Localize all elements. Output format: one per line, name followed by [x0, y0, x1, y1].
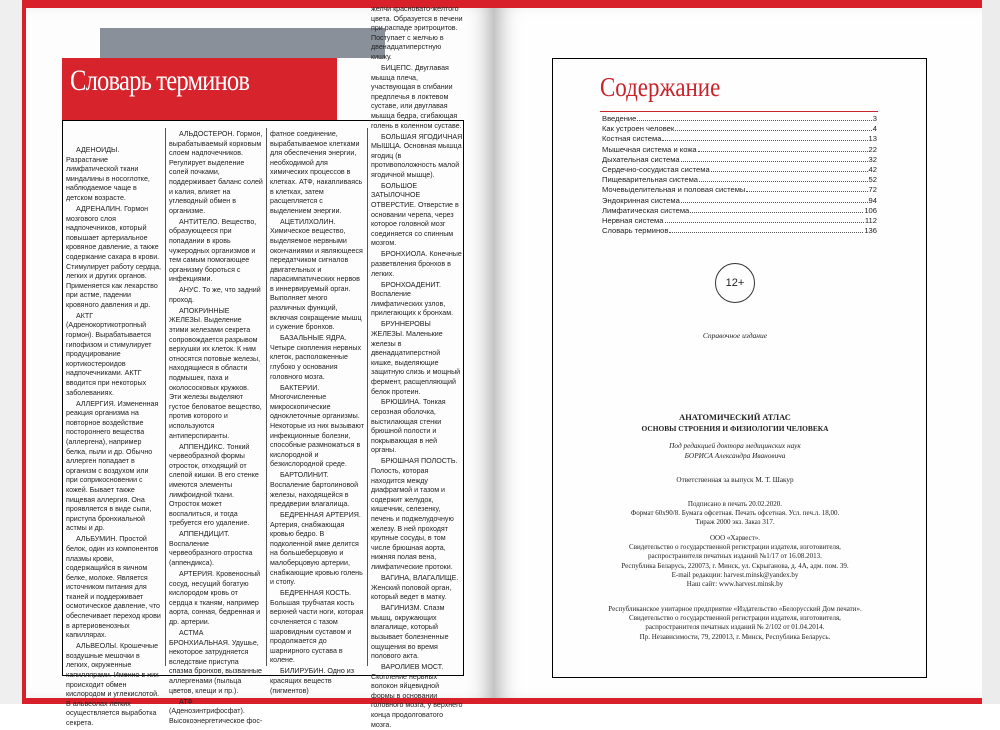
- toc-entry-page: 52: [868, 175, 877, 185]
- responsible-editor: Ответственная за выпуск М. Т. Шакур: [676, 476, 794, 484]
- glossary-column-3: [270, 130, 364, 695]
- toc-entry-title: Сердечно-сосудистая система: [602, 165, 710, 174]
- toc-entry-title: Мочевыделительная и половая системы: [602, 185, 746, 195]
- glossary-entry: БРОНХОАДЕНИТ. Воспаление лимфатических узлов, прилегающих к бронхам.: [371, 280, 454, 318]
- imprint-line: Формат 60х90/8. Бумага офсетная. Печать офсетная. Усл. печ.л. 18,00.: [630, 509, 840, 518]
- toc-entry-title: Пищеварительная система: [602, 175, 699, 185]
- toc-leader-dots: [681, 161, 868, 162]
- toc-entry: [602, 226, 877, 236]
- glossary-entry: АЛЬБУМИН. Простой белок, один из компонентов плазмы крови, содержащийся в яичном белке, молоке. Является источником питания для тканей и поддерживает осмотическое давление, что обеспечивает переход крови в артериовенозных капиллярах.: [66, 535, 161, 640]
- toc-entry-page: 3: [872, 114, 877, 123]
- imprint-line: E-mail редакции: harvest.minsk@yandex.by: [671, 570, 799, 579]
- glossary-entry: АЦЕТИЛХОЛИН. Химическое вещество, выделяемое нервными окончаниями и являющееся передатчиком сигналов двигательных и парасимпатических нервов в иннервируемый орган. Выполняет много различных функций, включая сокращение мышц и сужение бронхов.: [270, 217, 363, 332]
- toc-entry-title: Костная система: [602, 134, 662, 144]
- toc-entry: [602, 114, 877, 124]
- toc-leader-dots: [746, 191, 867, 192]
- imprint-line: Пр. Независимости, 79, 220013, г. Минск, Республика Беларусь.: [639, 632, 831, 641]
- glossary-entry: АКТГ (Адренокортикотропный гормон). Вырабатывается гипофизом и стимулирует продуцирование кортикостероидов надпочечниками. АКТГ вводится при некоторых заболеваниях.: [66, 311, 152, 397]
- printer-info: [600, 605, 870, 642]
- column-divider: [367, 128, 368, 666]
- glossary-entry: БАЗАЛЬНЫЕ ЯДРА. Четыре скопления нервных клеток, расположенные глубоко у основания головного мозга.: [270, 334, 362, 381]
- imprint-line: Свидетельство о государственной регистрации издателя, изготовителя,: [629, 543, 841, 552]
- glossary-entry: БИЛИРУБИН. Одно из красящих веществ (пигментов): [270, 667, 354, 695]
- column-divider: [165, 128, 166, 666]
- toc-leader-dots: [669, 232, 863, 233]
- cover-edge-right: [982, 0, 1000, 704]
- toc-entry-page: 106: [864, 205, 877, 215]
- toc-entry: [602, 134, 877, 144]
- imprint-line: распространителя печатных изданий № 2/102 от 01.04.2014.: [645, 623, 825, 632]
- toc-leader-dots: [662, 140, 867, 141]
- toc-entry-title: Лимфатическая система: [602, 205, 690, 215]
- toc-entry-title: Как устроен человек: [602, 124, 675, 134]
- glossary-entry: БАКТЕРИИ. Многочисленные микроскопические одноклеточные организмы. Некоторые из них вызывают инфекционные болезни, способные размножаться в кислородной и безкислородной среде.: [270, 383, 364, 469]
- glossary-entry: БИЦЕПС. Двуглавая мышца плеча, участвующая в сгибании предплечья в локтевом суставе, или двуглавая мышца бедра, сгибающая голень в коленном суставе.: [371, 63, 462, 130]
- toc-leader-dots: [698, 151, 868, 152]
- toc-entry-title: Словарь терминов: [602, 226, 669, 236]
- glossary-entry: АДЕНОИДЫ. Разрастание лимфатической ткани миндалины в носоглотке, наблюдаемое чаще в детском возрасте.: [66, 146, 150, 202]
- edition-type: Справочное издание: [702, 331, 768, 340]
- glossary-column-2: [169, 130, 263, 725]
- glossary-entry: АЛЛЕРГИЯ. Измененная реакция организма на повторное воздействие постороннего вещества (аллергена), например белка, пыли и др. Обычно аллерген попадает в организм с воздухом или при соприкосновении с кожей. Бывает также пищевая аллергия. Она проявляется в виде сыпи, приступа бронхиальной астмы и др.: [66, 399, 159, 533]
- toc-leader-dots: [681, 202, 868, 203]
- age-rating-badge: 12+: [715, 263, 755, 303]
- toc-entry-title: Дыхательная система: [602, 154, 680, 164]
- glossary-entry: АДРЕНАЛИН. Гормон мозгового слоя надпочечников, который повышает артериальное кровяное давление, а также содержание сахара в крови. Стимулирует работу сердца, легких и других органов. Применяется как лекарство при астме, падении кровяного давления и др.: [66, 204, 162, 309]
- toc-entry-page: 72: [868, 185, 877, 195]
- toc-leader-dots: [637, 120, 871, 121]
- toc-entry-title: Нервная система: [602, 216, 664, 225]
- glossary-entry: БАРТОЛИНИТ. Воспаление бартолиновой железы, находящейся в преддверии влагалища.: [270, 471, 359, 509]
- toc-entry: [602, 185, 877, 195]
- glossary-entry: БРОНХИОЛА. Конечные разветвления бронхов в легких.: [371, 250, 462, 278]
- glossary-entry: БЕДРЕННАЯ КОСТЬ. Большая трубчатая кость верхней части ноги, которая сочленяется с тазом шаровидным суставом и продолжается до шарнирного сустава в колене.: [270, 589, 364, 665]
- toc-entry-title: Введение: [602, 114, 637, 123]
- glossary-entry: АППЕНДИЦИТ. Воспаление червеобразного отростка (аппендикса).: [169, 530, 253, 568]
- imprint-line: распространителя печатных изданий №1/17 от 16.08.2013.: [648, 552, 822, 561]
- glossary-entry: АППЕНДИКС. Тонкий червеобразной формы отросток, отходящий от слепой кишки. В его стенке имеются элементы лимфоидной ткани. Отросток может воспалиться, и тогда требуется его удаление.: [169, 442, 259, 528]
- glossary-entry: ВАГИНА, ВЛАГАЛИЩЕ. Женский половой орган, который ведет в матку.: [371, 573, 459, 602]
- toc-entry: [602, 165, 877, 175]
- glossary-entry: АНУС. То же, что задний проход.: [169, 286, 261, 304]
- glossary-column-4: [371, 5, 463, 729]
- toc-entry: [602, 216, 877, 226]
- editor-line-2: БОРИСА Александра Ивановича: [684, 451, 786, 460]
- glossary-entry: фатное соединение, вырабатываемое клетками для обеспечения энергии, необходимой для химических процессов в клетках. АТФ, накапливаясь в клетках, затем расщепляется с выделением энергии.: [270, 130, 363, 215]
- imprint-line: ООО «Харвест».: [709, 534, 761, 542]
- editor-line-1: Под редакцией доктора медицинских наук: [669, 441, 801, 450]
- toc-entry-page: 32: [868, 154, 877, 164]
- toc-entry: [602, 145, 877, 155]
- imprint-line: Республика Беларусь, 220073, г. Минск, ул. Скрыганова, д. 4А, адм. пом. 39.: [621, 561, 849, 570]
- imprint-line: Тираж 2000 экз. Заказ 317.: [695, 518, 775, 527]
- toc-entry: [602, 124, 877, 134]
- book-title: АНАТОМИЧЕСКИЙ АТЛАС: [679, 413, 791, 422]
- glossary-entry: АЛЬДОСТЕРОН. Гормон, вырабатываемый корковым слоем надпочечников. Регулирует выделение солей почками, поддерживает баланс солей и калия, влияет на углеводный обмен в организме.: [169, 130, 263, 215]
- toc-entry-page: 94: [868, 195, 877, 205]
- toc-entry-title: Мышечная система и кожа: [602, 144, 697, 154]
- toc-entry-page: 13: [868, 134, 877, 144]
- glossary-entry: БОЛЬШОЕ ЗАТЫЛОЧНОЕ ОТВЕРСТИЕ. Отверстие в основании черепа, через которое головной мозг соединяется со спинным мозгом.: [371, 181, 459, 248]
- glossary-entry: желчи красновато-желтого цвета. Образуется в печени при распаде эритроцитов. Поступает с желчью в двенадцатиперстную кишку.: [371, 5, 463, 61]
- toc-entry-page: 22: [868, 144, 877, 154]
- toc-leader-dots: [665, 222, 864, 223]
- glossary-entry: АЛЬВЕОЛЫ. Крошечные воздушные мешочки в легких, окруженные капиллярами. Именно в них происходит обмен кислородом и углекислотой. В альвеолах легких осуществляется выработка секрета.: [66, 642, 160, 727]
- glossary-entry: БРЮШНАЯ ПОЛОСТЬ. Полость, которая находится между диафрагмой и тазом и содержит желудок, кишечник, селезенку, печень и поджелудочную железу. В ней проходят крупные сосуды, в том числе брюшная аорта, нижняя полая вена, лимфатические протоки.: [371, 457, 458, 571]
- glossary-entry: АНТИТЕЛО. Вещество, образующееся при попадании в кровь чужеродных организмов и тем самым помогающее организму бороться с инфекциями.: [169, 217, 257, 284]
- glossary-column-1: [66, 146, 162, 727]
- toc-entry-page: 42: [868, 165, 877, 174]
- glossary-entry: АСТМА БРОНХИАЛЬНАЯ. Удушье, некоторое затрудняется вследствие приступа спазма бронхов, вызванные аллергенами (пыльца цветов, клещи и пр.).: [169, 629, 262, 695]
- glossary-entry: БРУННЕРОВЫ ЖЕЛЕЗЫ. Маленькие железы в двенадцатиперстной кишке, выделяющие защитную слизь и мощный фермент, расщепляющий белок протеин.: [371, 320, 461, 396]
- toc-entry: [602, 196, 877, 206]
- title-underline: [600, 111, 878, 112]
- imprint-line: Наш сайт: www.harvest.minsk.by: [686, 580, 784, 589]
- page-title: Словарь терминов: [70, 64, 250, 97]
- publisher-info: [600, 534, 870, 589]
- toc-leader-dots: [690, 212, 863, 213]
- column-divider: [266, 128, 267, 666]
- imprint-line: Республиканское унитарное предприятие «Издательство «Белорусский Дом печати».: [608, 605, 862, 613]
- header-gray-band: [100, 28, 385, 58]
- toc-entry-page: 136: [864, 226, 877, 236]
- toc-leader-dots: [699, 181, 868, 182]
- glossary-entry: АТФ (Аденозинтрифосфат). Высокоэнергетическое фос-: [169, 697, 263, 725]
- toc-leader-dots: [675, 130, 872, 131]
- glossary-entry: БЕДРЕННАЯ АРТЕРИЯ. Артерия, снабжающая кровью бедро. В подколенной ямке делится на большеберцовую и малоберцовую артерии, снабжающие кровью голень и стопу.: [270, 511, 363, 587]
- imprint-line: Свидетельство о государственной регистрации издателя, изготовителя,: [629, 614, 841, 623]
- book-subtitle: ОСНОВЫ СТРОЕНИЯ И ФИЗИОЛОГИИ ЧЕЛОВЕКА: [641, 424, 829, 433]
- print-info: [620, 500, 850, 528]
- cover-edge-left: [0, 0, 22, 704]
- imprint-line: Подписано в печать 20.02.2020.: [687, 500, 783, 508]
- toc-entry: [602, 206, 877, 216]
- glossary-entry: ВАГИНИЗМ. Спазм мышц, окружающих влагалище, который вызывает болезненные ощущения во время полового акта.: [371, 604, 449, 661]
- toc-entry: [602, 155, 877, 165]
- toc-entry-page: 112: [864, 216, 877, 225]
- toc-leader-dots: [711, 171, 868, 172]
- glossary-entry: БОЛЬШАЯ ЯГОДИЧНАЯ МЫШЦА. Основная мышца ягодиц (в противоположность малой ягодичной мышце).: [371, 132, 463, 179]
- toc-entry: [602, 175, 877, 185]
- glossary-entry: БРЮШИНА. Тонкая серозная оболочка, выстилающая стенки брюшной полости и покрывающая в ней органы.: [371, 398, 446, 455]
- toc-entry-title: Эндокринная система: [602, 195, 680, 205]
- glossary-entry: АПОКРИННЫЕ ЖЕЛЕЗЫ. Выделение этими железами секрета сопровождается разрывом верхушки их клеток. К ним относятся потовые железы, находящиеся в области подмышек, паха и околососковых кружков. Эти железы выделяют густое беловатое вещество, против которого и используются антиперспиранты.: [169, 306, 262, 440]
- glossary-entry: ВАРОЛИЕВ МОСТ. Скопление нервных волокон яйцевидной формы в основании головного мозга, у верхнего конца продолговатого мозга.: [371, 663, 463, 729]
- toc-entry-page: 4: [872, 124, 877, 134]
- glossary-entry: АРТЕРИЯ. Кровеносный сосуд, несущий богатую кислородом кровь от сердца к тканям, например аорта, сонная, бедренная и др. артерии.: [169, 570, 261, 627]
- contents-title: Содержание: [600, 72, 721, 102]
